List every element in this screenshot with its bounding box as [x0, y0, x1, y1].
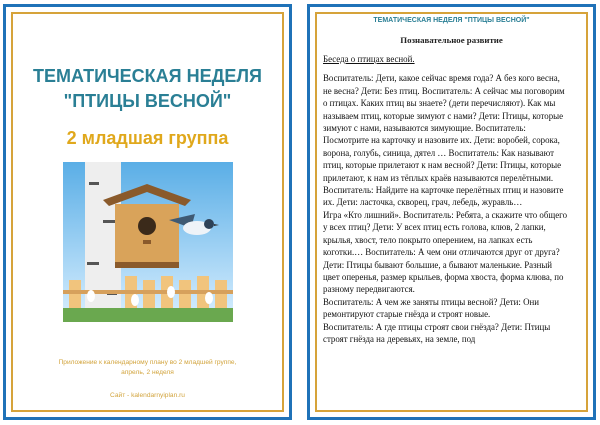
cover-site: Сайт - kalendarnyiplan.ru [110, 392, 185, 399]
cover-note-line2: апрель, 2 неделя [121, 369, 174, 376]
cover-title-line1: ТЕМАТИЧЕСКАЯ НЕДЕЛЯ [32, 66, 262, 86]
paragraph: Воспитатель: Дети, какое сейчас время года? А без кого весна, не весна? Дети: Без птиц. Воспитатель: А сейчас мы поговорим о птицах. Каких птиц вы знаете? (дети перечисляют). Как мы называем птиц, которые зимуют с нами? Дети: Птицы, которые зимуют с нами, называются зимующие. Воспитатель: Посмотрите на карточку и назовите их. Дети: воробей, сорока, ворона, голубь, синица, дятел … Воспитатель: Как называют птиц, которые прилетают к нам весной? Дети: Птицы, которые прилетают, к нам из тёплых краёв называются перелётными. Воспитатель: Найдите на карточке перелётных птиц и назовите их. Дети: ласточка, скворец, грач, лебедь, журавль… [323, 73, 565, 208]
paragraph: Игра «Кто лишний». Воспитатель: Ребята, а скажите что общего у всех птиц? Дети: У всех птиц есть голова, клюв, 2 лапки, крылья, хвост, тело покрыто оперением, на лапках есть коготки.… Воспитатель: А чем они отличаются друг от друга? Дети: Птицы бывают большие, а бывают маленькие. Разный цвет оперенья, размер крыльев, форма хвоста, форма клюва, по разному передвигаются. [323, 209, 568, 295]
cover-title [21, 64, 274, 114]
cover-title-line2: "ПТИЦЫ ВЕСНОЙ" [63, 91, 232, 111]
cover-group-label: 2 младшая группа [66, 128, 229, 148]
cover-note-line1: Приложение к календарному плану во 2 младшей группе, [58, 359, 237, 366]
body-text [323, 53, 569, 345]
topic-title: Беседа о птицах весной. [323, 54, 415, 64]
cover-page [3, 4, 292, 420]
birdhouse-illustration [63, 162, 233, 322]
paragraph: Воспитатель: А чем же заняты птицы весной? Дети: Они ремонтируют старые гнёзда и строят новые. [323, 296, 540, 320]
text-page [307, 4, 596, 420]
paragraph: Воспитатель: А где птицы строят свои гнёзда? Дети: Птицы строят гнёзда на деревьях, на земле, под [323, 321, 551, 344]
cover-note [23, 358, 272, 378]
page-header: ТЕМАТИЧЕСКАЯ НЕДЕЛЯ "ПТИЦЫ ВЕСНОЙ" [373, 17, 530, 24]
section-title: Познавательное развитие [400, 35, 503, 45]
